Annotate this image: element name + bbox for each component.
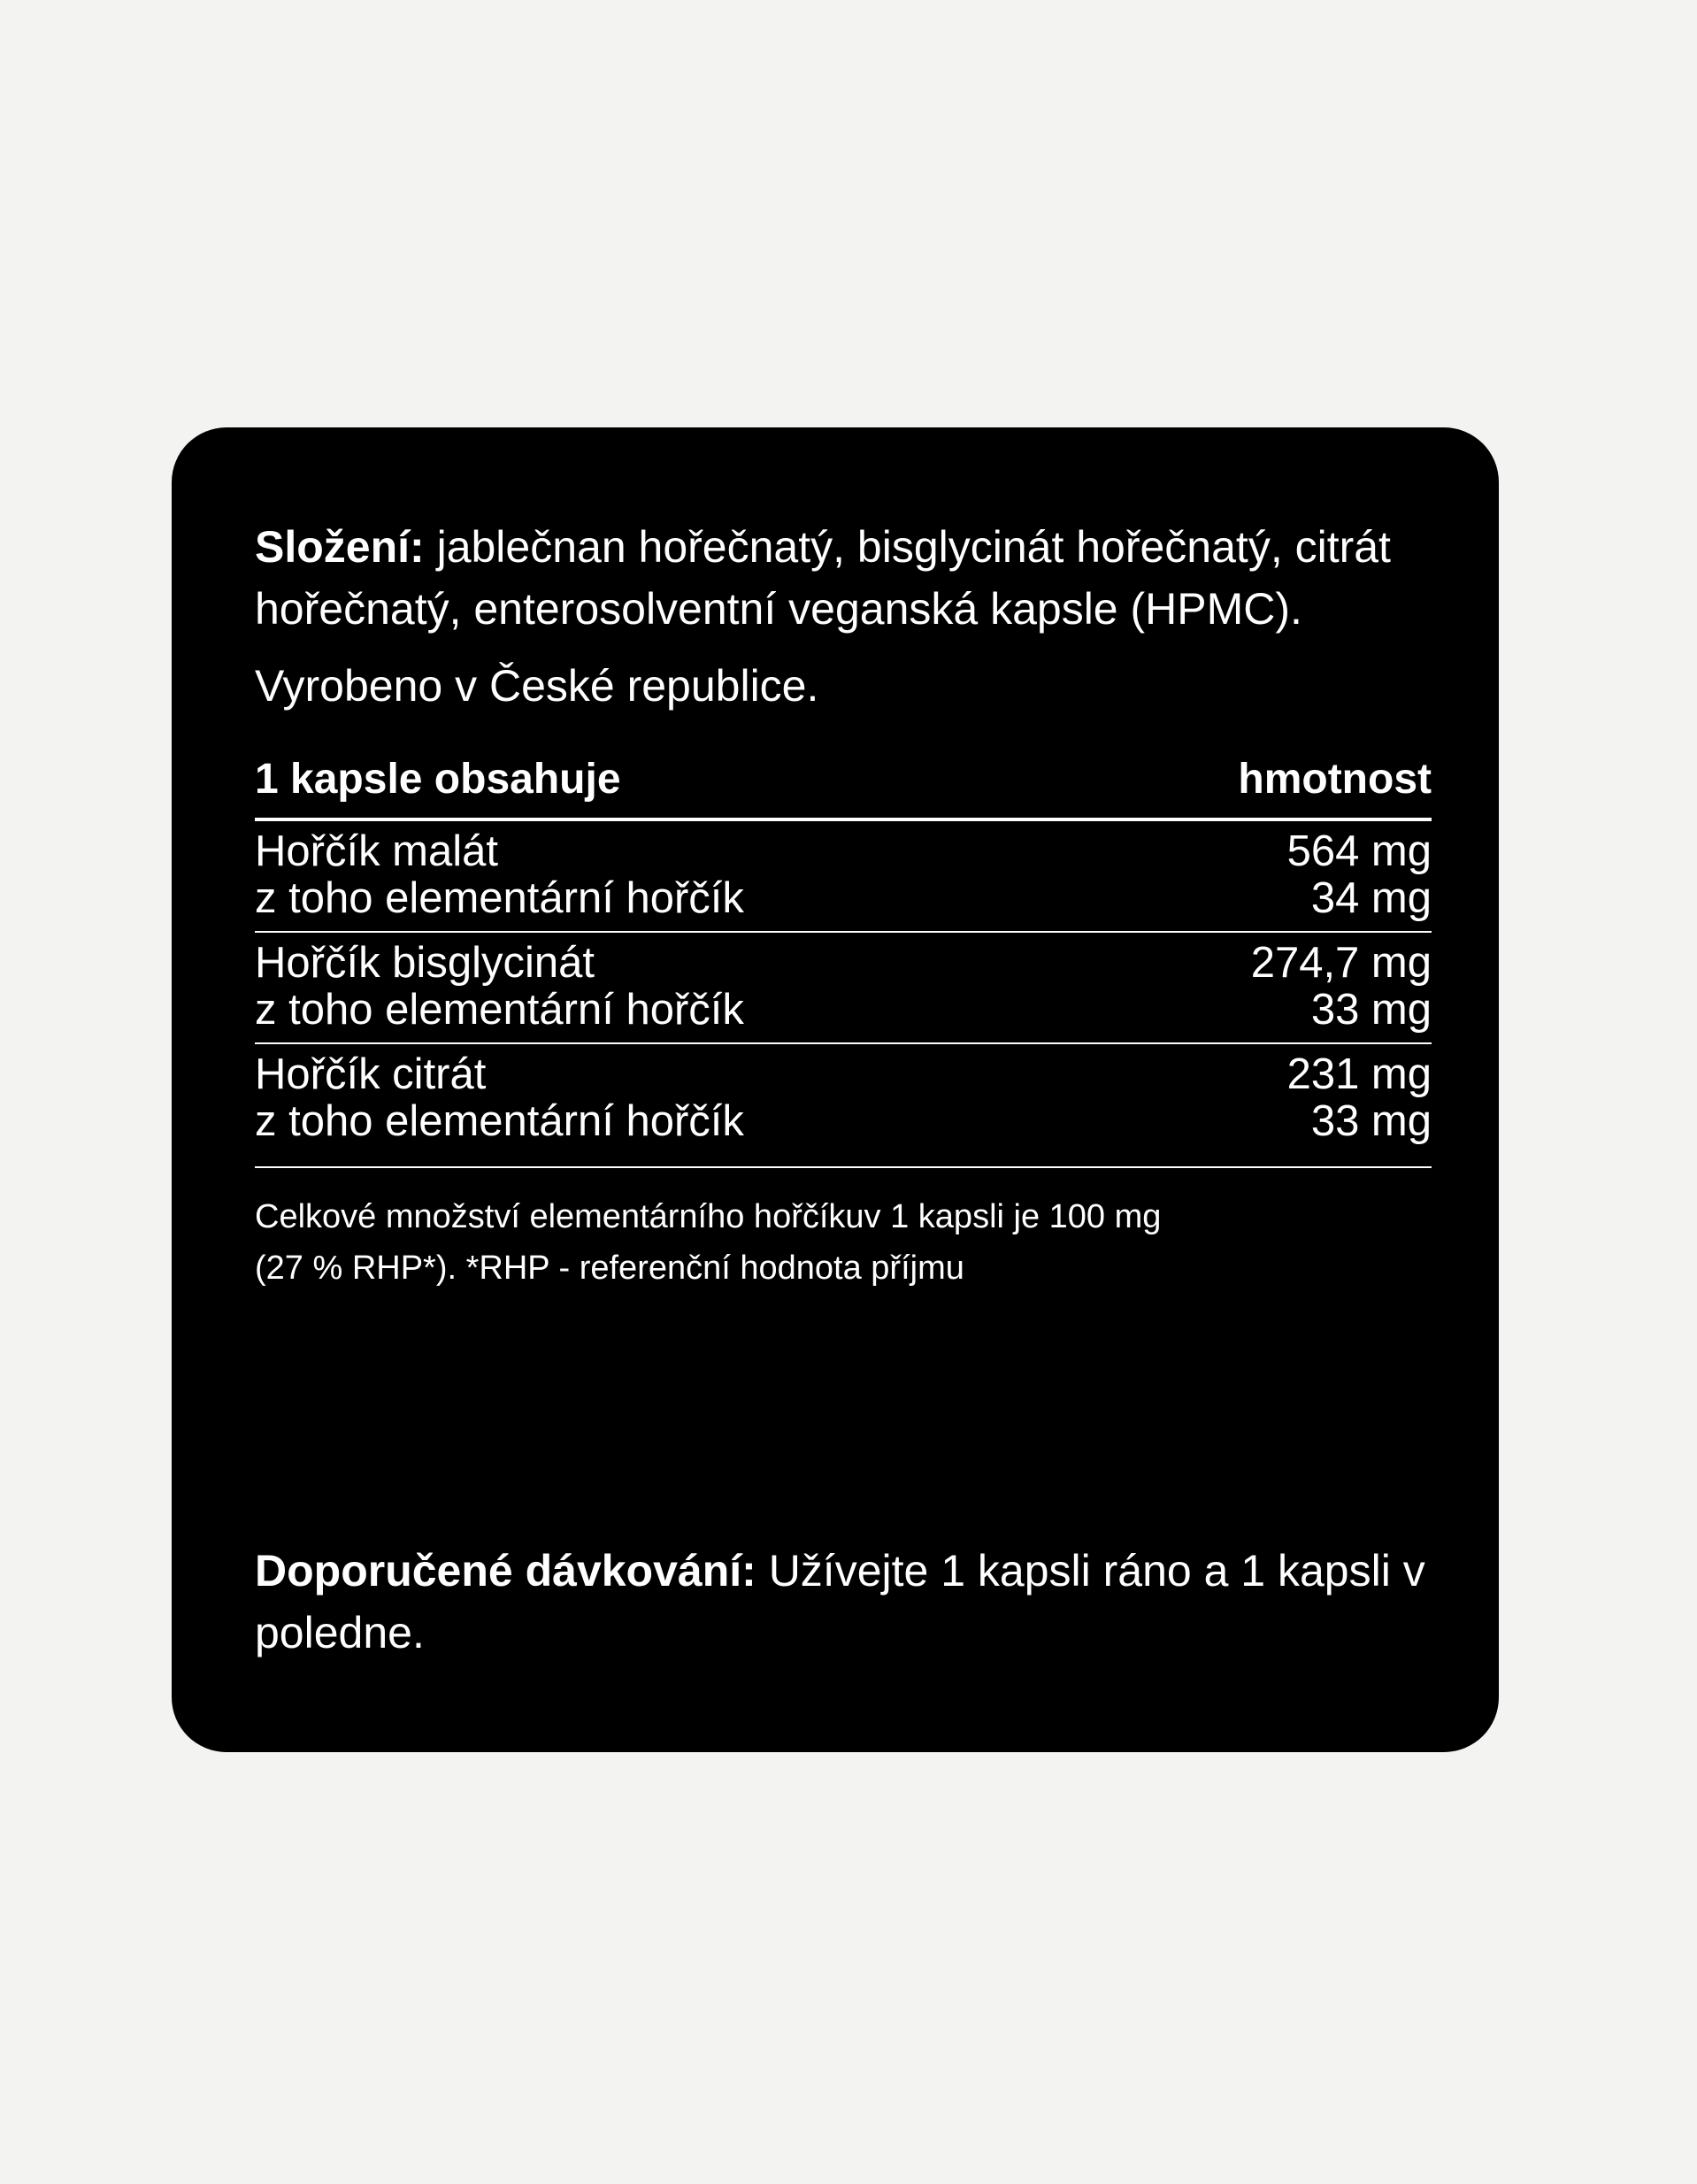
- elemental-row: [255, 875, 1432, 922]
- composition-text: jablečnan hořečnatý, bisglycinát hořečnatý, citrát hořečnatý, enterosolventní veganská kapsle (HPMC).: [255, 522, 1391, 634]
- dosage-paragraph: [255, 1540, 1432, 1664]
- elemental-amount: 33 mg: [1310, 1097, 1432, 1145]
- ingredient-name: Hořčík citrát: [255, 1050, 487, 1098]
- ingredient-row: [255, 940, 1432, 987]
- table-row: [255, 933, 1432, 1044]
- table-header: [255, 752, 1432, 821]
- elemental-row: [255, 987, 1432, 1034]
- elemental-name: z toho elementární hořčík: [255, 874, 744, 922]
- ingredient-amount: 564 mg: [1286, 827, 1432, 875]
- table-row: [255, 1044, 1432, 1168]
- table-header-weight: hmotnost: [1238, 756, 1432, 803]
- table-row: [255, 821, 1432, 933]
- made-in-text: Vyrobeno v České republice.: [255, 661, 819, 711]
- composition-paragraph: [255, 516, 1432, 640]
- total-note-line-2: (27 % RHP*). *RHP - referenční hodnota příjmu: [255, 1250, 964, 1287]
- elemental-amount: 34 mg: [1310, 874, 1432, 922]
- elemental-row: [255, 1098, 1432, 1145]
- label-content: [255, 516, 1432, 1294]
- elemental-name: z toho elementární hořčík: [255, 1097, 744, 1145]
- dosage-text: Užívejte 1 kapsli ráno a 1 kapsli v poledne.: [255, 1546, 1425, 1657]
- table-header-ingredient: 1 kapsle obsahuje: [255, 756, 621, 803]
- ingredient-row: [255, 828, 1432, 875]
- label-panel: [172, 427, 1499, 1752]
- nutrition-table: [255, 752, 1432, 1168]
- ingredient-name: Hořčík bisglycinát: [255, 939, 595, 987]
- ingredient-name: Hořčík malát: [255, 827, 499, 875]
- dosage-label: Doporučené dávkování:: [255, 1546, 756, 1596]
- elemental-name: z toho elementární hořčík: [255, 986, 744, 1034]
- elemental-amount: 33 mg: [1310, 986, 1432, 1034]
- ingredient-amount: 274,7 mg: [1250, 939, 1432, 987]
- composition-label: Složení:: [255, 522, 425, 572]
- ingredient-row: [255, 1051, 1432, 1098]
- total-note-line-1: Celkové množství elementárního hořčíkuv 1 kapsli je 100 mg: [255, 1198, 1162, 1235]
- ingredient-amount: 231 mg: [1286, 1050, 1432, 1098]
- total-note: [255, 1191, 1432, 1294]
